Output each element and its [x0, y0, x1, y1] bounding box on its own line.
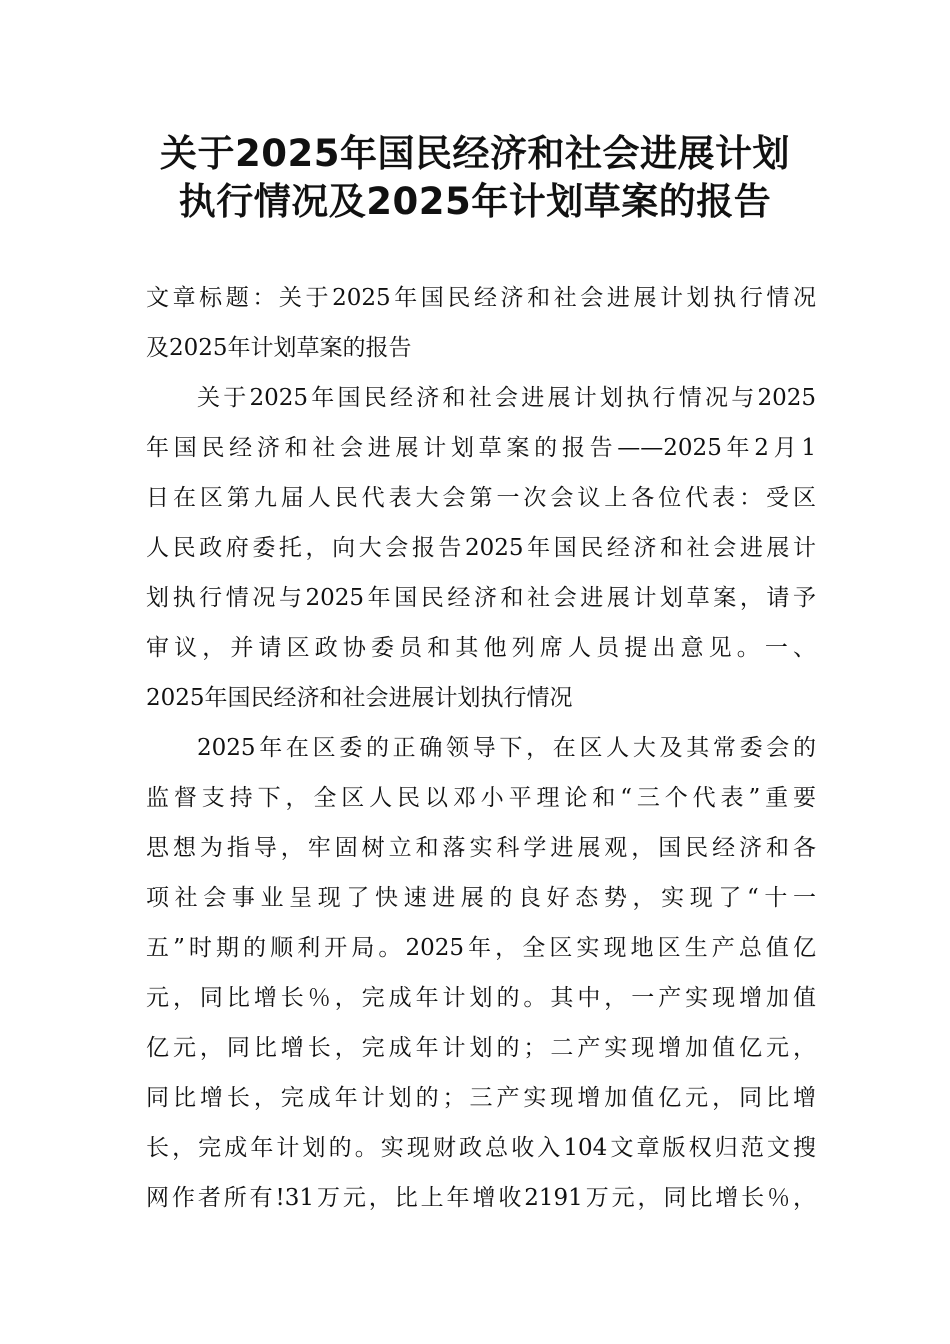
body-line: 网作者所有!31万元，比上年增收2191万元，同比增长％， — [146, 1185, 816, 1211]
body-line: 亿元，同比增长，完成年计划的；二产实现增加值亿元， — [146, 1035, 816, 1061]
body-line: 五”时期的顺利开局。2025年，全区实现地区生产总值亿 — [146, 935, 816, 961]
body-line: 长，完成年计划的。实现财政总收入104文章版权归范文搜 — [146, 1135, 816, 1161]
body-line: 划执行情况与2025年国民经济和社会进展计划草案，请予 — [146, 585, 816, 611]
body-line: 监督支持下，全区人民以邓小平理论和“三个代表”重要 — [146, 785, 816, 811]
body-line: 项社会事业呈现了快速进展的良好态势，实现了“十一 — [146, 885, 816, 911]
document-title-line-1: 关于2025年国民经济和社会进展计划 — [160, 132, 790, 175]
body-line: 及2025年计划草案的报告 — [146, 335, 412, 361]
body-line: 年国民经济和社会进展计划草案的报告——2025年2月1 — [146, 435, 816, 461]
body-line: 审议，并请区政协委员和其他列席人员提出意见。一、 — [146, 635, 816, 661]
body-line: 思想为指导，牢固树立和落实科学进展观，国民经济和各 — [146, 835, 816, 861]
body-line: 日在区第九届人民代表大会第一次会议上各位代表：受区 — [146, 485, 816, 511]
document-title-line-2: 执行情况及2025年计划草案的报告 — [178, 180, 772, 223]
body-line: 同比增长，完成年计划的；三产实现增加值亿元，同比增 — [146, 1085, 816, 1111]
body-line: 元，同比增长％，完成年计划的。其中，一产实现增加值 — [146, 985, 816, 1011]
body-line: 关于2025年国民经济和社会进展计划执行情况与2025 — [197, 385, 816, 411]
body-line: 人民政府委托，向大会报告2025年国民经济和社会进展计 — [146, 535, 816, 561]
body-line: 2025年国民经济和社会进展计划执行情况 — [146, 685, 573, 711]
body-line: 文章标题：关于2025年国民经济和社会进展计划执行情况 — [146, 285, 816, 311]
body-line: 2025年在区委的正确领导下，在区人大及其常委会的 — [197, 735, 816, 761]
